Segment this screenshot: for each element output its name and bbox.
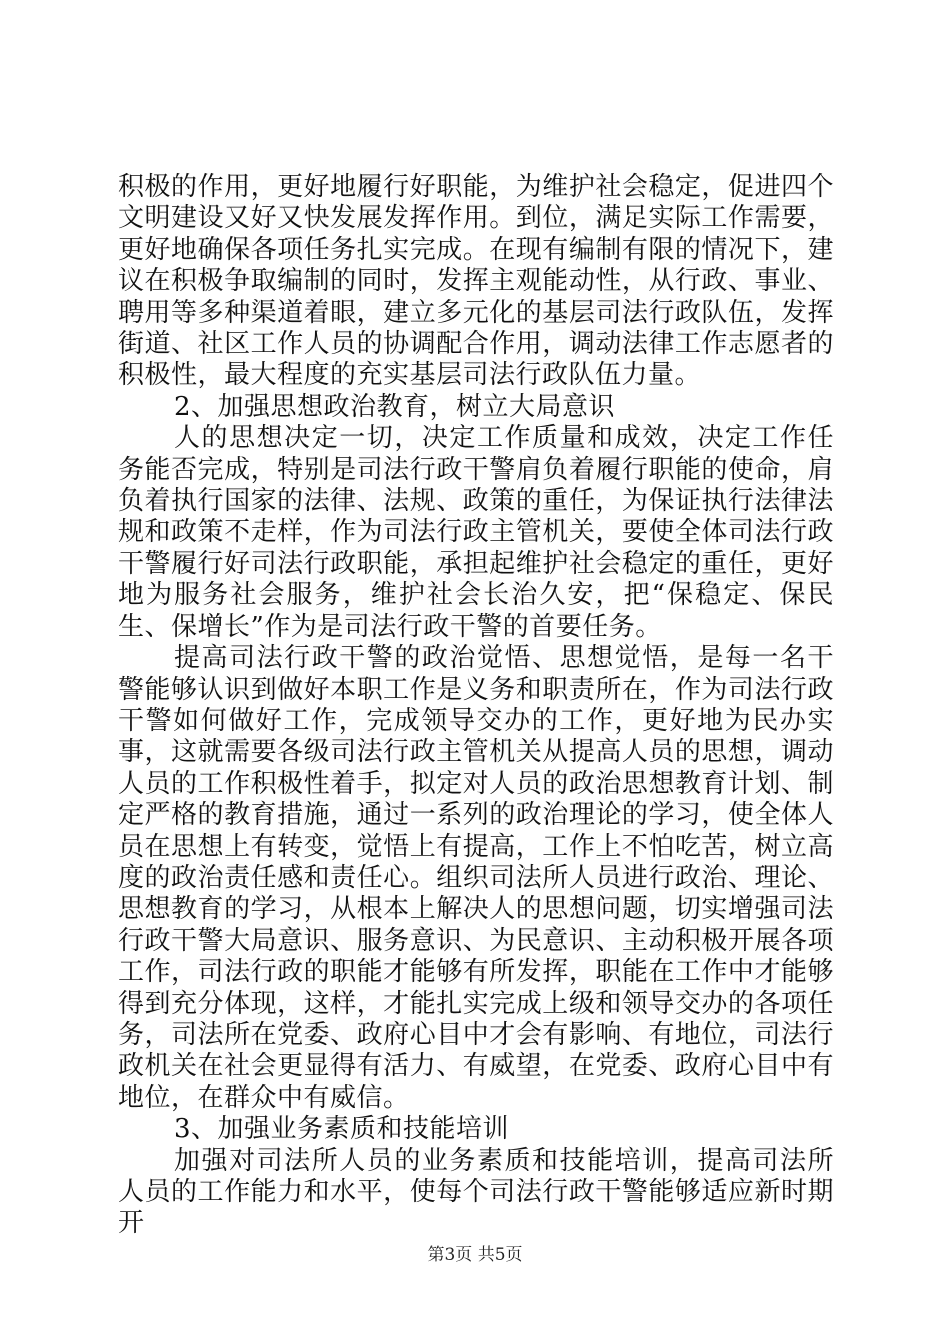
- section-heading-3: 3、加强业务素质和技能培训: [174, 1114, 510, 1145]
- paragraph-thought-decides: 人的思想决定一切，决定工作质量和成效，决定工作任务能否完成，特别是司法行政干警肩负着履行职能的使命，肩负着执行国家的法律、法规、政策的重任，为保证执行法律法规和政策不走样，作为司法行政主管机关，要使全体司法行政干警履行好司法行政职能，承担起维护社会稳定的重任，更好地为服务社会服务，维护社会长治久安，把“保稳定、保民生、保增长”作为是司法行政干警的首要任务。: [118, 423, 834, 642]
- paragraph-skills-training: 加强对司法所人员的业务素质和技能培训，提高司法所人员的工作能力和水平，使每个司法行政干警能够适应新时期开: [118, 1145, 834, 1239]
- paragraph-continuation: 积极的作用，更好地履行好职能，为维护社会稳定，促进四个文明建设又好又快发展发挥作用。到位，满足实际工作需要，更好地确保各项任务扎实完成。在现有编制有限的情况下，建议在积极争取编制的同时，发挥主观能动性，从行政、事业、聘用等多种渠道着眼，建立多元化的基层司法行政队伍，发挥街道、社区工作人员的协调配合作用，调动法律工作志愿者的积极性，最大程度的充实基层司法行政队伍力量。: [118, 172, 834, 391]
- section-heading-2: 2、加强思想政治教育，树立大局意识: [174, 391, 616, 422]
- document-body: [118, 172, 834, 1240]
- page-number-footer: 第3页 共5页: [427, 1245, 523, 1265]
- paragraph-political-awareness: 提高司法行政干警的政治觉悟、思想觉悟，是每一名干警能够认识到做好本职工作是义务和职责所在，作为司法行政干警如何做好工作，完成领导交办的工作，更好地为民办实事，这就需要各级司法行政主管机关从提高人员的思想，调动人员的工作积极性着手，拟定对人员的政治思想教育计划、制定严格的教育措施，通过一系列的政治理论的学习，使全体人员在思想上有转变，觉悟上有提高，工作上不怕吃苦，树立高度的政治责任感和责任心。组织司法所人员进行政治、理论、思想教育的学习，从根本上解决人的思想问题，切实增强司法行政干警大局意识、服务意识、为民意识、主动积极开展各项工作，司法行政的职能才能够有所发挥，职能在工作中才能够得到充分体现，这样，才能扎实完成上级和领导交办的各项任务，司法所在党委、政府心目中才会有影响、有地位，司法行政机关在社会更显得有活力、有威望，在党委、政府心目中有地位，在群众中有威信。: [118, 643, 834, 1113]
